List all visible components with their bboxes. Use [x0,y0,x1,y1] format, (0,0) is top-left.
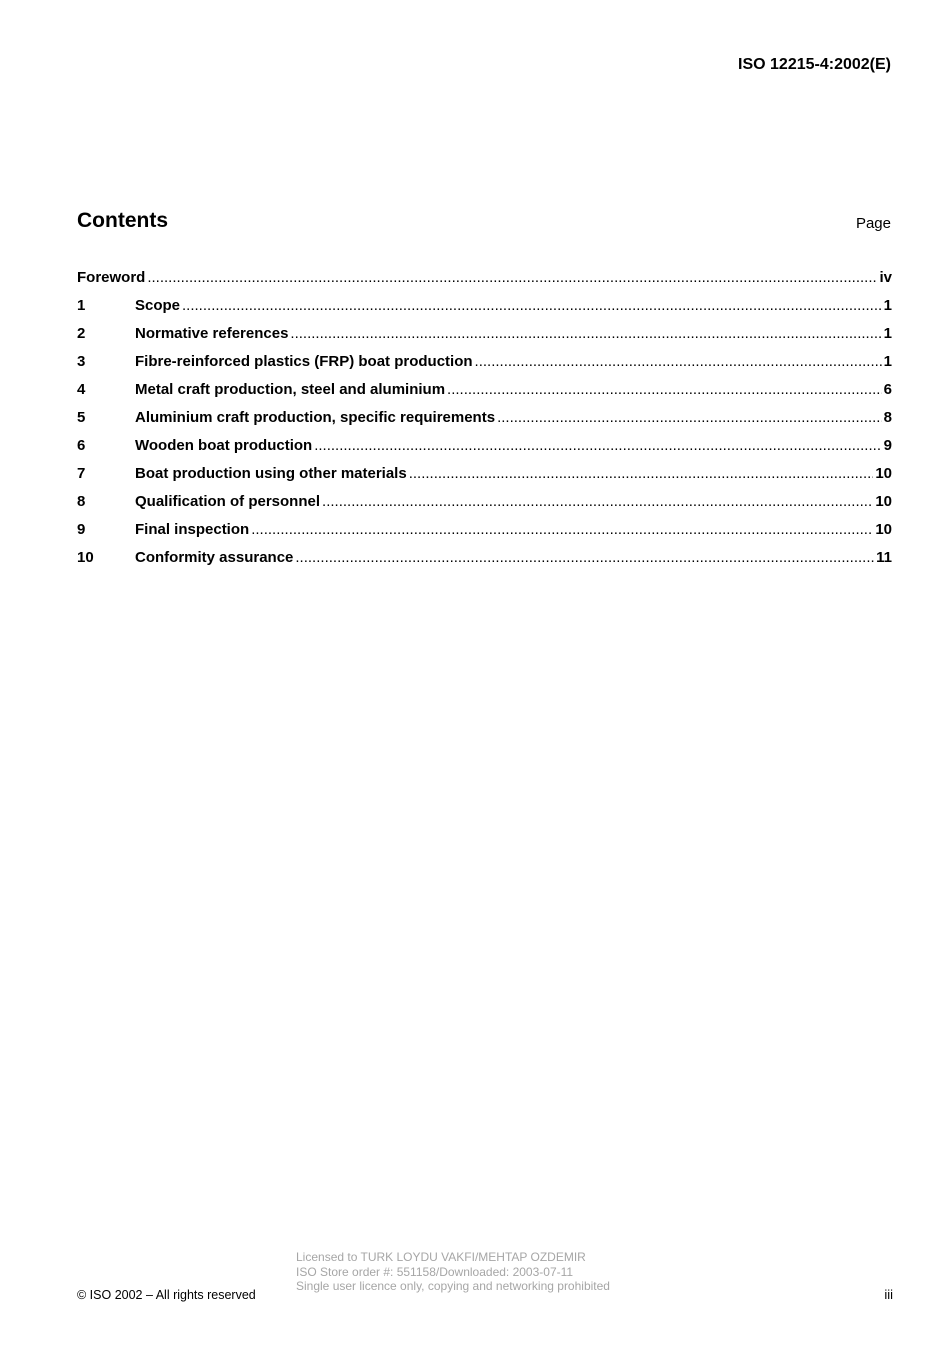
toc-entry-conformity-assurance[interactable] [77,549,892,577]
toc-entry-page: iv [879,269,892,286]
toc-entry-title: Foreword [77,269,146,286]
toc-entry-number: 6 [77,437,86,454]
toc-entry-qualification-of-personnel[interactable] [77,493,892,521]
toc-leader-dots [251,521,873,538]
table-of-contents [77,269,892,577]
toc-entry-title: Conformity assurance [135,549,294,566]
toc-entry-title: Scope [135,297,181,314]
toc-entry-foreword[interactable] [77,269,892,297]
toc-entry-final-inspection[interactable] [77,521,892,549]
toc-entry-page: 10 [875,493,892,510]
toc-entry-title: Normative references [135,325,289,342]
document-id: ISO 12215-4:2002(E) [738,56,891,73]
toc-entry-page: 1 [883,353,892,370]
toc-entry-page: 1 [883,297,892,314]
license-line: Licensed to TURK LOYDU VAKFI/MEHTAP OZDEMIR [296,1250,586,1264]
license-line: Single user licence only, copying and networking prohibited [296,1279,610,1293]
toc-leader-dots [147,269,877,286]
toc-entry-page: 8 [883,409,892,426]
toc-entry-number: 7 [77,465,86,482]
license-watermark [296,1250,610,1294]
toc-entry-other-materials[interactable] [77,465,892,493]
toc-leader-dots [497,409,882,426]
toc-leader-dots [290,325,881,342]
toc-entry-page: 1 [883,325,892,342]
toc-entry-number: 1 [77,297,86,314]
toc-entry-number: 5 [77,409,86,426]
toc-entry-title: Qualification of personnel [135,493,321,510]
copyright-notice: © ISO 2002 – All rights reserved [77,1288,256,1302]
toc-entry-page: 6 [883,381,892,398]
toc-leader-dots [314,437,881,454]
toc-entry-metal-craft-production[interactable] [77,381,892,409]
toc-entry-page: 9 [883,437,892,454]
toc-entry-number: 3 [77,353,86,370]
toc-leader-dots [295,549,874,566]
toc-entry-scope[interactable] [77,297,892,325]
toc-leader-dots [409,465,874,482]
toc-entry-aluminium-craft-production[interactable] [77,409,892,437]
toc-entry-number: 2 [77,325,86,342]
toc-entry-number: 9 [77,521,86,538]
toc-leader-dots [475,353,882,370]
page-column-heading: Page [855,215,891,232]
toc-entry-number: 10 [77,549,94,566]
toc-entry-normative-references[interactable] [77,325,892,353]
toc-entry-title: Fibre-reinforced plastics (FRP) boat production [135,353,473,370]
page-number: iii [884,1287,893,1302]
toc-entry-number: 8 [77,493,86,510]
toc-entry-title: Wooden boat production [135,437,313,454]
toc-entry-frp-boat-production[interactable] [77,353,892,381]
toc-entry-page: 10 [875,521,892,538]
toc-leader-dots [447,381,882,398]
toc-entry-title: Aluminium craft production, specific requirements [135,409,496,426]
toc-entry-title: Final inspection [135,521,250,538]
contents-heading: Contents [77,209,168,232]
toc-entry-wooden-boat-production[interactable] [77,437,892,465]
toc-entry-title: Boat production using other materials [135,465,407,482]
toc-entry-page: 11 [876,549,892,566]
toc-leader-dots [322,493,873,510]
toc-entry-title: Metal craft production, steel and aluminium [135,381,446,398]
toc-leader-dots [182,297,882,314]
toc-entry-number: 4 [77,381,86,398]
toc-entry-page: 10 [875,465,892,482]
license-line: ISO Store order #: 551158/Downloaded: 2003-07-11 [296,1264,574,1279]
